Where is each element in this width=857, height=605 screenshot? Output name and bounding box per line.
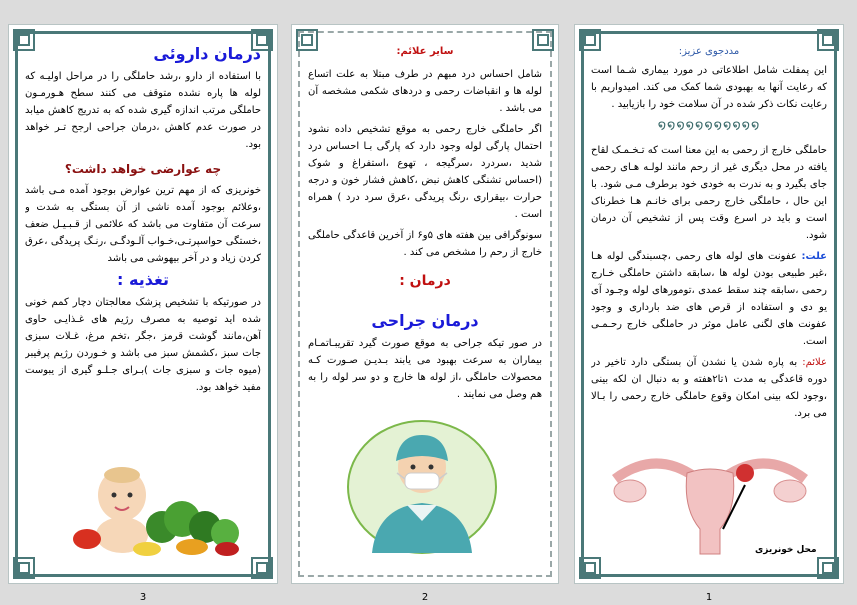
drug-treatment-title: درمان داروئی — [153, 44, 261, 63]
other-signs-text-2: اگر حاملگی خارج رحمی به موقع تشخیص داده نشود احتمال پارگی لوله وجود دارد که پارگی بـا احساس درد شدید ،سردرد ،سرگیجه ، تهوع ،استفراغ و شوک (احساس تشنگی کاهش نبض ،کاهش فشار خون و درجه حرارت ،بیقراری ،رنگ پریدگی ،عرق سرد درد ) همراه است . — [308, 124, 542, 220]
intro-text: این پمفلت شامل اطلاعاتی در مورد بیماری شـما است که رعایت آنها به بهبودی شما کمک می کند. امیدواریم با رعایت نکات ذکر شده در آن سلامت خود را بازیابید . — [591, 65, 827, 110]
nutrition-text: در صورتیکه با تشخیص پزشک معالجتان دچار کمم خونی شده اید توصیه به مصرف رژیم های غـذایـی حاوی آهن،مانند گوشت قرمز ،جگر ،تخم مرغ، غـلات سبزی جات سبز ،کشمش سبز می باشد و خـوردن رژیم پرفیبر (میوه جات و سبزی جات )بـرای جـلـو گیری از یبوست مفید خواهد بود. — [25, 297, 261, 393]
other-signs-text-1: شامل احساس درد مبهم در طرف مبتلا به علت اتساع لوله ها و انقباضات رحمی و دردهای شکمی مشخصه آن می باشد . — [308, 69, 542, 114]
surgery-title: درمان جراحی — [371, 311, 479, 330]
nutrition-title: تغذیه : — [117, 270, 169, 289]
other-signs-title: سایر علائم: — [396, 46, 454, 57]
page-number: 3 — [139, 592, 147, 603]
baby-vegetables-image — [67, 457, 247, 557]
signs-label: علائم: — [802, 357, 827, 368]
figure-caption: محل خونریزی — [755, 545, 817, 555]
panel-3 — [8, 24, 278, 603]
spiral-divider: ໑໑໑໑໑໑໑໑໑໑໑ — [657, 118, 761, 133]
definition-text: حاملگی خارج از رحمی به این معنا است که تـخـمـک لقاح یافته در محل دیگری غیر از رحم مانند لولـه هـای رحمی جای بگیرد و به ندرت به خودی خود برطرف مـی شود. با این حال ، حاملگی خارج رحمی برای خانـم هـا خطرناک است و باید در اسرع وقت پس از تشخیص آن درمان شود. — [591, 145, 827, 241]
page-number: 2 — [421, 592, 429, 603]
other-signs-text-3: سونوگرافی بین هفته های ۵و۶ از آخرین قاعدگی حاملگی خارج از رحم را مشخص می کند . — [308, 230, 542, 258]
causes-paragraph — [591, 248, 827, 350]
uterus-diagram — [595, 449, 825, 559]
complications-title: چه عوارضی خواهد داشت؟ — [64, 162, 222, 176]
panel-2 — [291, 24, 559, 603]
page-number: 1 — [705, 592, 713, 603]
signs-paragraph — [591, 354, 827, 422]
causes-label: علت: — [801, 251, 827, 262]
complications-text: خونریزی که از مهم ترین عوارض بوجود آمده مـی باشد ،وعلائم بوجود آمده ناشی از آن بستگی به شدت و سرعت آن متفاوت می باشد که علائمی از قـبـیـل ضعف ،خستگی حواسپرتـی،خـواب آلـودگـی ،رنـگ پریدگی ،عرق کردن زیاد و در آخر بیهوشی می باشد — [25, 185, 261, 264]
surgery-text: در صور تیکه جراحی به موقع صورت گیرد تقریبـاتمـام بیماران به سرعت بهبود می یابند بـدیـن صـورت کـه محصولات حاملگی ،از لوله ها خارج و دو سر لوله را به هم وصل می نمایند . — [308, 338, 542, 400]
greeting: مددجوی عزیز: — [678, 46, 740, 57]
surgeon-image — [347, 415, 497, 555]
treatment-title: درمان : — [399, 273, 451, 289]
signs-text: به پاره شدن یا نشدن آن بستگی دارد تاخیر در دوره قاعدگی به مدت ۱تا۲هفته و به دنبال ان لکه بینی ،وجود لکه بینی امکان وقوع حاملگی خارج رحمی را بـالا می برد. — [591, 357, 827, 419]
panel-1 — [574, 24, 844, 603]
causes-text: عفونت های لوله های رحمی ،چسبندگی لوله هـا ،غیر طبیعی بودن لوله ها ،سابقه داشتن حاملگی خـارج رحمی ،سابقه چند سقط عمدی ،تومورهای لوله وجـود آی یو دی و استفاده از قرص های ضد بارداری و وجود عفونت های لگنی عامل موثر در حاملگی خارج رحـمـی است. — [591, 251, 827, 347]
drug-treatment-text: با استفاده از دارو ،رشد حاملگی را در مراحل اولیـه که لوله ها پاره نشده متوقف می کنند سطح هـورمـون حاملگی مرتب اندازه گیری شده که به تدریج کاهش میابد در صورت عدم کاهش ،درمان جراحی ارجح تـر خواهد بود. — [25, 71, 261, 150]
